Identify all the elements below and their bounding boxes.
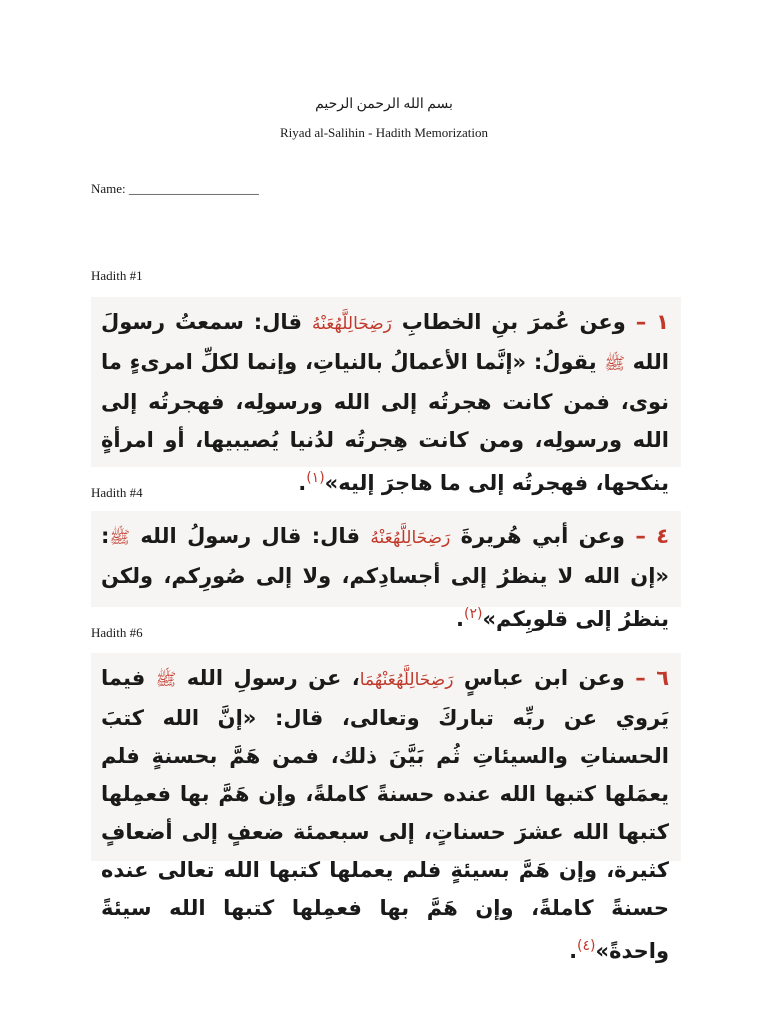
hadith-text-6 — [91, 653, 681, 963]
hadith-label-4: Hadith #4 — [91, 485, 143, 500]
honorific-ligature: رَضِحَالِلَّهُعَنْهُ — [370, 528, 451, 548]
salutation-ligature: ﷺ — [109, 528, 130, 548]
salutation-ligature: ﷺ — [604, 354, 625, 374]
hadith-number: ٦ – — [635, 666, 670, 690]
hadith-end-punctuation: . — [298, 471, 307, 495]
hadith-number: ٤ – — [635, 524, 670, 548]
hadith-text-part: قال: قال رسولُ الله — [129, 524, 371, 548]
hadith-text-part: وعن ابن عباسٍ — [453, 666, 636, 690]
salutation-ligature: ﷺ — [155, 670, 177, 690]
hadith-label-1: Hadith #1 — [91, 268, 143, 283]
hadith-text-part: وعن أبي هُريرةَ — [450, 524, 636, 548]
hadith-end-punctuation: . — [455, 607, 464, 631]
hadith-text-part: فيما يَروي عن ربِّه تباركَ وتعالى، قال: «إنَّ الله كتبَ الحسناتِ والسيئاتِ ثُم بَيَّنَ ذلك، فمن هَمَّ بحسنةٍ فلم يعمَلها كتبها الله عنده حسنةً كاملةً، وإن هَمَّ بها فعمِلها كتبها الله عشرَ حسناتٍ، إلى سبعمئة ضعفٍ إلى أضعافٍ كثيرة، وإن هَمَّ بسيئةٍ فلم يعملها كتبها الله تعالى عنده حسنةً كاملةً، وإن هَمَّ بها فعمِلها كتبها الله سيئةً واحدةً» — [101, 666, 669, 963]
footnote-marker: (٤) — [577, 938, 596, 954]
hadith-text-4 — [91, 511, 681, 631]
footnote-marker: (٢) — [463, 606, 483, 622]
page-title: Riyad al-Salihin - Hadith Memorization — [280, 125, 488, 140]
basmala-heading: بسم الله الرحمن الرحيم — [315, 97, 453, 112]
student-name-field: Name: ____________________ — [91, 181, 259, 196]
hadith-text-part: يقولُ: «إنَّما الأعمالُ بالنياتِ، وإنما لكلِّ امرىءٍ ما نوى، فمن كانت هجرتُه إلى الله ورسولِه، فهجرتُه إلى الله ورسولِه، ومن كانت هِجرتُه لدُنيا يُصيبيها، أو امرأةٍ ينكحها، فهجرتُه إلى ما هاجرَ إليه» — [101, 350, 669, 495]
hadith-text-part: : «إن الله لا ينظرُ إلى أجسادِكم، ولا إلى صُورِكم، ولكن ينظرُ إلى قلوبِكم» — [101, 524, 669, 631]
hadith-number: ١ – — [635, 310, 669, 334]
honorific-ligature: رَضِحَالِلَّهُعَنْهُمَا — [359, 670, 454, 690]
hadith-text-part: وعن عُمرَ بنِ الخطابِ — [391, 310, 636, 334]
hadith-label-6: Hadith #6 — [91, 625, 143, 640]
hadith-text-part: ، عن رسولِ الله — [176, 666, 360, 690]
hadith-end-punctuation: . — [569, 939, 578, 963]
footnote-marker: (١) — [306, 470, 325, 486]
honorific-ligature: رَضِحَالِلَّهُعَنْهُ — [311, 314, 392, 334]
hadith-text-part: قال: سمعتُ رسولَ الله — [101, 310, 669, 374]
